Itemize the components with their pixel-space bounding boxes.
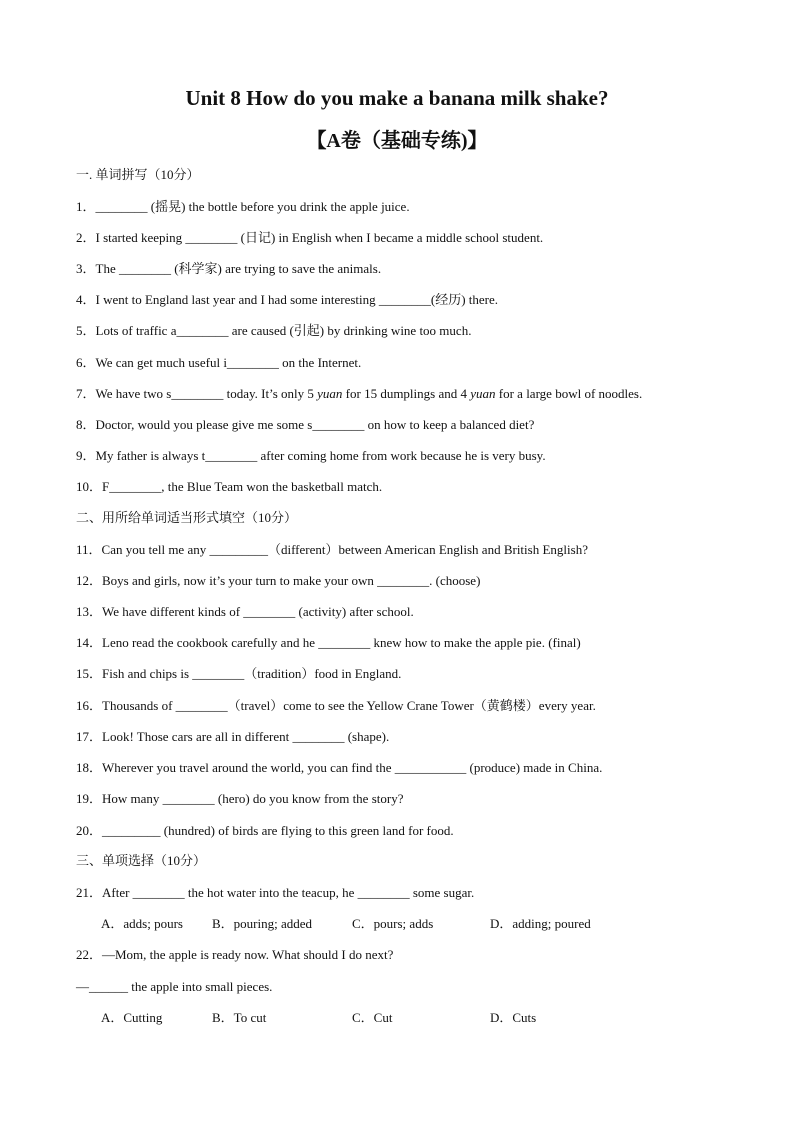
question-8: 8．Doctor, would you please give me some s________ on how to keep a balanced diet? bbox=[76, 417, 535, 432]
question-6: 6．We can get much useful i________ on the Internet. bbox=[76, 355, 362, 370]
question-14: 14．Leno read the cookbook carefully and he ________ knew how to make the apple pie. (final) bbox=[76, 635, 581, 650]
question-7-yuan-2: yuan bbox=[470, 386, 496, 401]
question-9: 9．My father is always t________ after coming home from work because he is very busy. bbox=[76, 448, 546, 463]
question-7-part-b: for 15 dumplings and 4 bbox=[342, 386, 471, 401]
question-21-option-c: C．pours; adds bbox=[352, 916, 434, 931]
question-21: 21．After ________ the hot water into the teacup, he ________ some sugar. bbox=[76, 885, 475, 900]
question-7 bbox=[76, 385, 642, 403]
question-7-part-a: 7．We have two s________ today. It’s only 5 bbox=[76, 386, 318, 401]
question-21-option-a: A．adds; pours bbox=[101, 916, 183, 931]
question-20: 20．_________ (hundred) of birds are flying to this green land for food. bbox=[76, 823, 454, 838]
question-13: 13．We have different kinds of ________ (activity) after school. bbox=[76, 604, 414, 619]
question-22-option-d: D．Cuts bbox=[490, 1010, 537, 1025]
question-21-option-b: B．pouring; added bbox=[212, 916, 313, 931]
page-subtitle: 【A卷（基础专练)】 bbox=[306, 130, 488, 152]
page-title: Unit 8 How do you make a banana milk shake? bbox=[185, 86, 609, 110]
question-22-option-c: C．Cut bbox=[352, 1010, 393, 1025]
question-22: 22．—Mom, the apple is ready now. What should I do next? bbox=[76, 947, 394, 962]
section-heading-multiple-choice: 三、单项选择（10分） bbox=[76, 853, 207, 868]
question-3: 3．The ________ (科学家) are trying to save the animals. bbox=[76, 261, 382, 276]
question-7-part-c: for a large bowl of noodles. bbox=[495, 386, 643, 401]
section-heading-word-forms: 二、用所给单词适当形式填空（10分） bbox=[76, 510, 298, 525]
question-16: 16．Thousands of ________（travel）come to see the Yellow Crane Tower（黄鹤楼）every year. bbox=[76, 698, 596, 713]
question-22-line-2: —______ the apple into small pieces. bbox=[76, 979, 273, 994]
question-10: 10．F________, the Blue Team won the basketball match. bbox=[76, 479, 383, 494]
question-2: 2．I started keeping ________ (日记) in English when I became a middle school student. bbox=[76, 230, 544, 245]
question-1: 1．________ (摇晃) the bottle before you drink the apple juice. bbox=[76, 199, 410, 214]
question-21-option-d: D．adding; poured bbox=[490, 916, 591, 931]
question-5: 5．Lots of traffic a________ are caused (引起) by drinking wine too much. bbox=[76, 323, 472, 338]
question-18: 18．Wherever you travel around the world, you can find the ___________ (produce) made in China. bbox=[76, 760, 603, 775]
question-11: 11．Can you tell me any _________（different）between American English and British English? bbox=[76, 542, 588, 557]
question-22-option-a: A．Cutting bbox=[101, 1010, 163, 1025]
question-19: 19．How many ________ (hero) do you know from the story? bbox=[76, 791, 404, 806]
question-7-yuan-1: yuan bbox=[317, 386, 343, 401]
question-4: 4．I went to England last year and I had some interesting ________(经历) there. bbox=[76, 292, 499, 307]
question-22-option-b: B．To cut bbox=[212, 1010, 267, 1025]
question-12: 12．Boys and girls, now it’s your turn to make your own ________. (choose) bbox=[76, 573, 481, 588]
section-heading-spelling: 一. 单词拼写（10分） bbox=[76, 167, 200, 182]
question-17: 17．Look! Those cars are all in different ________ (shape). bbox=[76, 729, 390, 744]
question-15: 15．Fish and chips is ________（tradition）food in England. bbox=[76, 666, 402, 681]
